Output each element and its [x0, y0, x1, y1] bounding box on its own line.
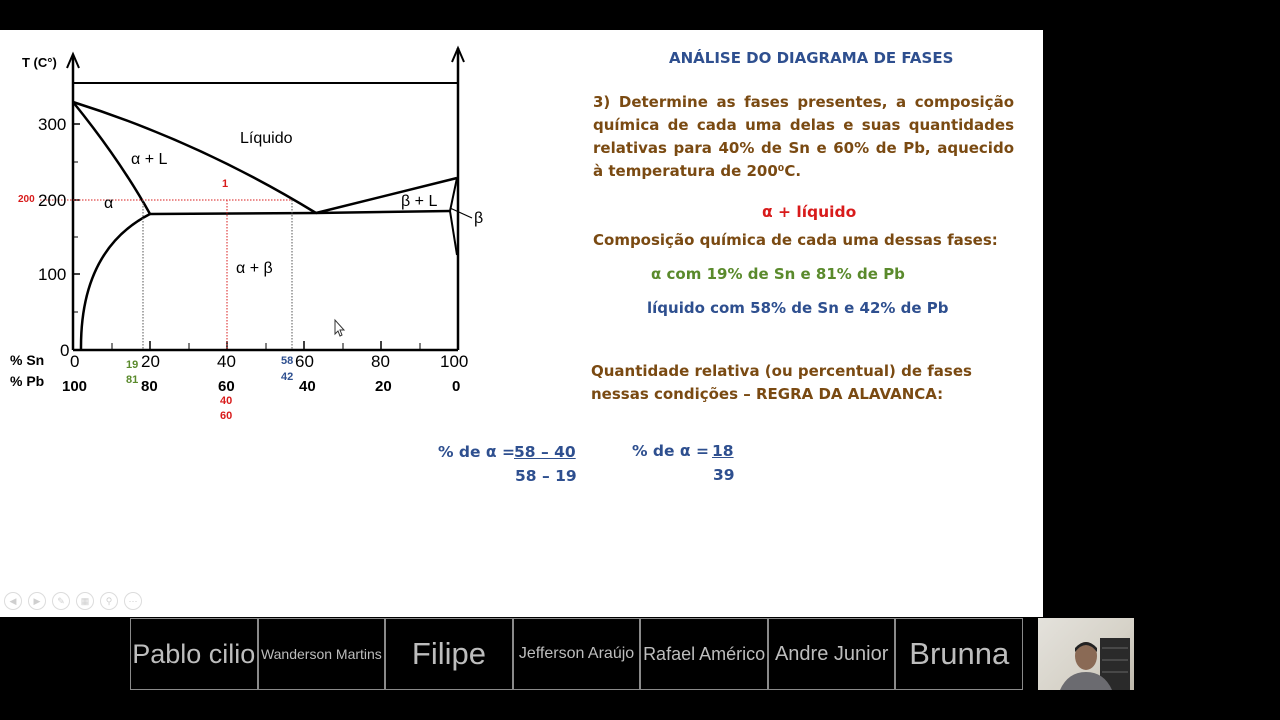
- y-marker-200: 200: [18, 194, 35, 205]
- mark-81: 81: [126, 374, 139, 386]
- x-pb-label: % Pb: [10, 373, 45, 389]
- question-text: 3) Determine as fases presentes, a composição química de cada uma delas e suas quantidades relativas para 40% de Sn e 60% de Pb, aquecido à temperatura de 200⁰C.: [593, 93, 1014, 180]
- region-alpha-plus-liquid: α + L: [131, 151, 168, 168]
- x-sn-tick-60: 60: [295, 352, 314, 371]
- x-sn-tick-20: 20: [141, 352, 160, 371]
- composition-heading: Composição química de cada uma dessas fases:: [593, 231, 998, 249]
- region-beta: β: [474, 210, 484, 227]
- slides-icon[interactable]: ▦: [76, 592, 94, 610]
- y-tick-label-0: 0: [60, 341, 70, 360]
- x-pb-tick-60: 60: [218, 378, 235, 395]
- participants-strip: [130, 618, 1023, 690]
- more-icon[interactable]: ⋯: [124, 592, 142, 610]
- formula1-label: % de α =: [438, 443, 515, 461]
- x-pb-tick-100: 100: [62, 378, 88, 395]
- region-alpha-plus-beta: α + β: [236, 260, 273, 277]
- region-alpha: α: [104, 195, 114, 212]
- formula2-label: % de α =: [632, 442, 709, 460]
- y-tick-label-200: 200: [38, 191, 67, 210]
- formula2-numerator: 18: [712, 442, 734, 460]
- region-liquid: Líquido: [240, 130, 293, 147]
- mark-42: 42: [281, 371, 294, 383]
- presentation-slide: [0, 30, 1043, 617]
- phase-diagram: [0, 30, 590, 470]
- y-axis-title: T (C°): [22, 55, 57, 70]
- mark-40: 40: [220, 395, 233, 407]
- participant-tile[interactable]: Wanderson Martins: [258, 618, 386, 690]
- y-tick-label-100: 100: [38, 265, 67, 284]
- x-sn-tick-80: 80: [371, 352, 390, 371]
- solvus-left: [81, 214, 150, 350]
- mouse-cursor-icon: [335, 320, 344, 336]
- x-sn-label: % Sn: [10, 352, 45, 368]
- beta-boundary: [450, 178, 457, 255]
- alpha-composition: α com 19% de Sn e 81% de Pb: [651, 265, 905, 283]
- next-icon[interactable]: ▶: [28, 592, 46, 610]
- beta-pointer: [450, 208, 472, 218]
- webcam-thumbnail[interactable]: [1038, 618, 1134, 690]
- participant-tile[interactable]: Brunna: [895, 618, 1023, 690]
- mark-19: 19: [126, 359, 139, 371]
- x-pb-tick-80: 80: [141, 378, 158, 395]
- participant-tile[interactable]: Jefferson Araújo: [513, 618, 641, 690]
- formula1-denominator: 58 – 19: [515, 467, 577, 485]
- phase-answer: α + líquido: [762, 203, 857, 221]
- x-pb-tick-40: 40: [299, 378, 316, 395]
- x-sn-tick-0: 0: [70, 352, 80, 371]
- liquid-composition: líquido com 58% de Sn e 42% de Pb: [647, 299, 949, 317]
- y-tick-label-300: 300: [38, 115, 67, 134]
- presenter-avatar: [1038, 618, 1134, 690]
- point-1-label: 1: [222, 178, 229, 190]
- zoom-icon[interactable]: ⚲: [100, 592, 118, 610]
- x-sn-tick-100: 100: [440, 352, 469, 371]
- mark-58: 58: [281, 355, 294, 367]
- pen-icon[interactable]: ✎: [52, 592, 70, 610]
- mark-60: 60: [220, 410, 233, 422]
- x-pb-tick-20: 20: [375, 378, 392, 395]
- eutectic-line: [150, 211, 450, 214]
- x-sn-tick-40: 40: [217, 352, 236, 371]
- x-pb-tick-0: 0: [452, 378, 461, 395]
- participant-tile[interactable]: Rafael Américo: [640, 618, 768, 690]
- slide-title: ANÁLISE DO DIAGRAMA DE FASES: [669, 49, 954, 67]
- formula1-numerator: 58 – 40: [514, 443, 576, 461]
- participant-tile[interactable]: Andre Junior: [768, 618, 896, 690]
- slide-controls: [4, 592, 142, 610]
- participant-tile[interactable]: Pablo cilio: [130, 618, 258, 690]
- formula2-denominator: 39: [713, 466, 735, 484]
- region-beta-plus-liquid: β + L: [401, 193, 438, 210]
- previous-icon[interactable]: ◀: [4, 592, 22, 610]
- quantity-heading: Quantidade relativa (ou percentual) de fases nessas condições – REGRA DA ALAVANCA:: [591, 362, 972, 403]
- participant-tile[interactable]: Filipe: [385, 618, 513, 690]
